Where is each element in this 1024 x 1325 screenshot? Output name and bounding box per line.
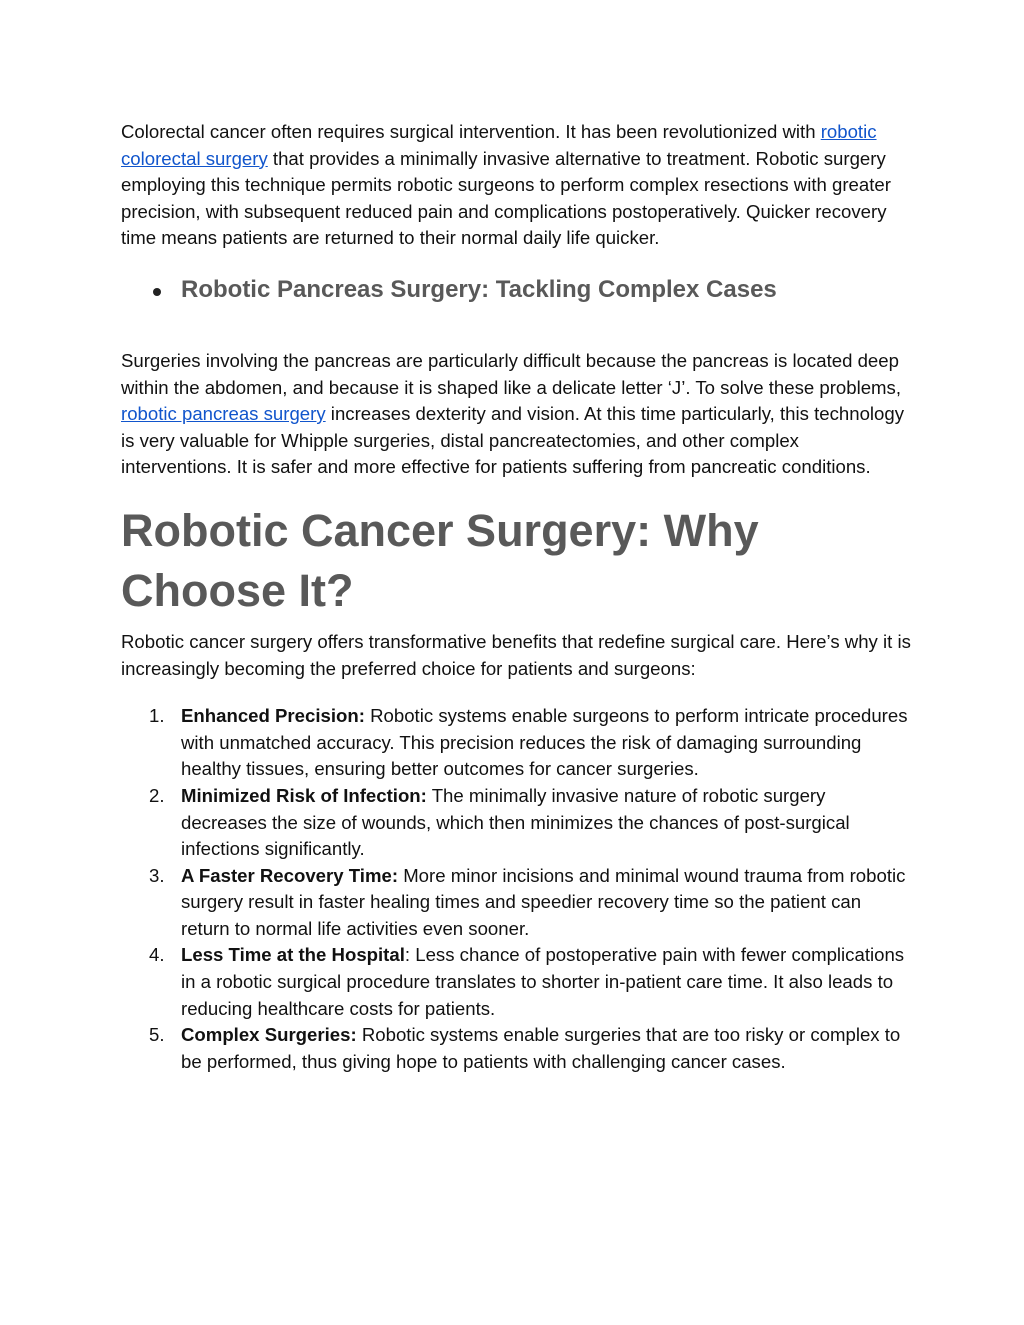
benefit-title: Complex Surgeries: xyxy=(181,1024,357,1046)
list-number: 2. xyxy=(149,784,165,806)
benefit-title: Less Time at the Hospital xyxy=(181,944,405,966)
pancreas-text-start: Surgeries involving the pancreas are particularly difficult because the pancreas is located deep within the abdomen, and because it is shaped like a delicate letter ‘J’. To solve these problems, xyxy=(121,349,902,398)
pancreas-paragraph xyxy=(121,348,911,481)
benefit-item-3 xyxy=(121,863,911,943)
benefit-text: Robotic systems enable surgeons to perform intricate procedures with unmatched accuracy. This precision reduces the risk of damaging surrounding healthy tissues, ensuring better outcomes for cancer surgeries. xyxy=(181,705,908,780)
section-intro-paragraph: Robotic cancer surgery offers transformative benefits that redefine surgical care. Here’s why it is increasingly becoming the preferred choice for patients and surgeons: xyxy=(121,630,911,679)
robotic-pancreas-surgery-link[interactable]: robotic pancreas surgery xyxy=(121,403,326,425)
intro-text-end: that provides a minimally invasive alternative to treatment. Robotic surgery employing this technique permits robotic surgeons to perform complex resections with greater precision, with subsequent reduced pain and complications postoperatively. Quicker recovery time means patients are returned to their normal daily life quicker. xyxy=(121,147,891,249)
list-number: 3. xyxy=(149,864,165,886)
list-number: 5. xyxy=(149,1024,165,1046)
benefit-title: A Faster Recovery Time: xyxy=(181,864,399,886)
benefit-item-1 xyxy=(121,703,911,783)
benefit-text: More minor incisions and minimal wound trauma from robotic surgery result in faster healing times and speedier recovery time so the patient can return to normal life activities even sooner. xyxy=(181,864,906,939)
list-number: 4. xyxy=(149,944,165,966)
benefit-item-5 xyxy=(121,1022,911,1075)
intro-paragraph xyxy=(121,119,911,252)
benefit-text: The minimally invasive nature of robotic surgery decreases the size of wounds, which then minimizes the chances of post-surgical infections significantly. xyxy=(181,784,850,860)
section-heading: Robotic Cancer Surgery: Why Choose It? xyxy=(121,504,759,616)
bullet-dot-icon xyxy=(153,288,161,296)
intro-text-start: Colorectal cancer often requires surgical intervention. It has been revolutionized with xyxy=(121,121,821,142)
list-number: 1. xyxy=(149,705,165,727)
benefit-item-4 xyxy=(121,942,911,1022)
benefit-title: Minimized Risk of Infection: xyxy=(181,784,427,806)
benefits-list xyxy=(121,703,911,1075)
pancreas-text-end: increases dexterity and vision. At this time particularly, this technology is very valuable for Whipple surgeries, distal pancreatectomies, and other complex interventions. It is safer and more effective for patients suffering from pancreatic conditions. xyxy=(121,403,905,478)
benefit-text: Robotic systems enable surgeries that are too risky or complex to be performed, thus giving hope to patients with challenging cancer cases. xyxy=(181,1024,901,1072)
benefit-item-2 xyxy=(121,783,911,863)
benefit-title: Enhanced Precision: xyxy=(181,705,365,727)
robotic-colorectal-surgery-link[interactable]: robotic colorectal surgery xyxy=(121,121,877,169)
bullet-item xyxy=(121,274,911,306)
benefit-text: : Less chance of postoperative pain with fewer complications in a robotic surgical procedure translates to shorter in-patient care time. It also leads to reducing healthcare costs for patients. xyxy=(181,944,905,1019)
pancreas-subheading: Robotic Pancreas Surgery: Tackling Complex Cases xyxy=(181,275,777,303)
document-page xyxy=(121,119,911,1075)
bullet-list xyxy=(121,274,911,306)
